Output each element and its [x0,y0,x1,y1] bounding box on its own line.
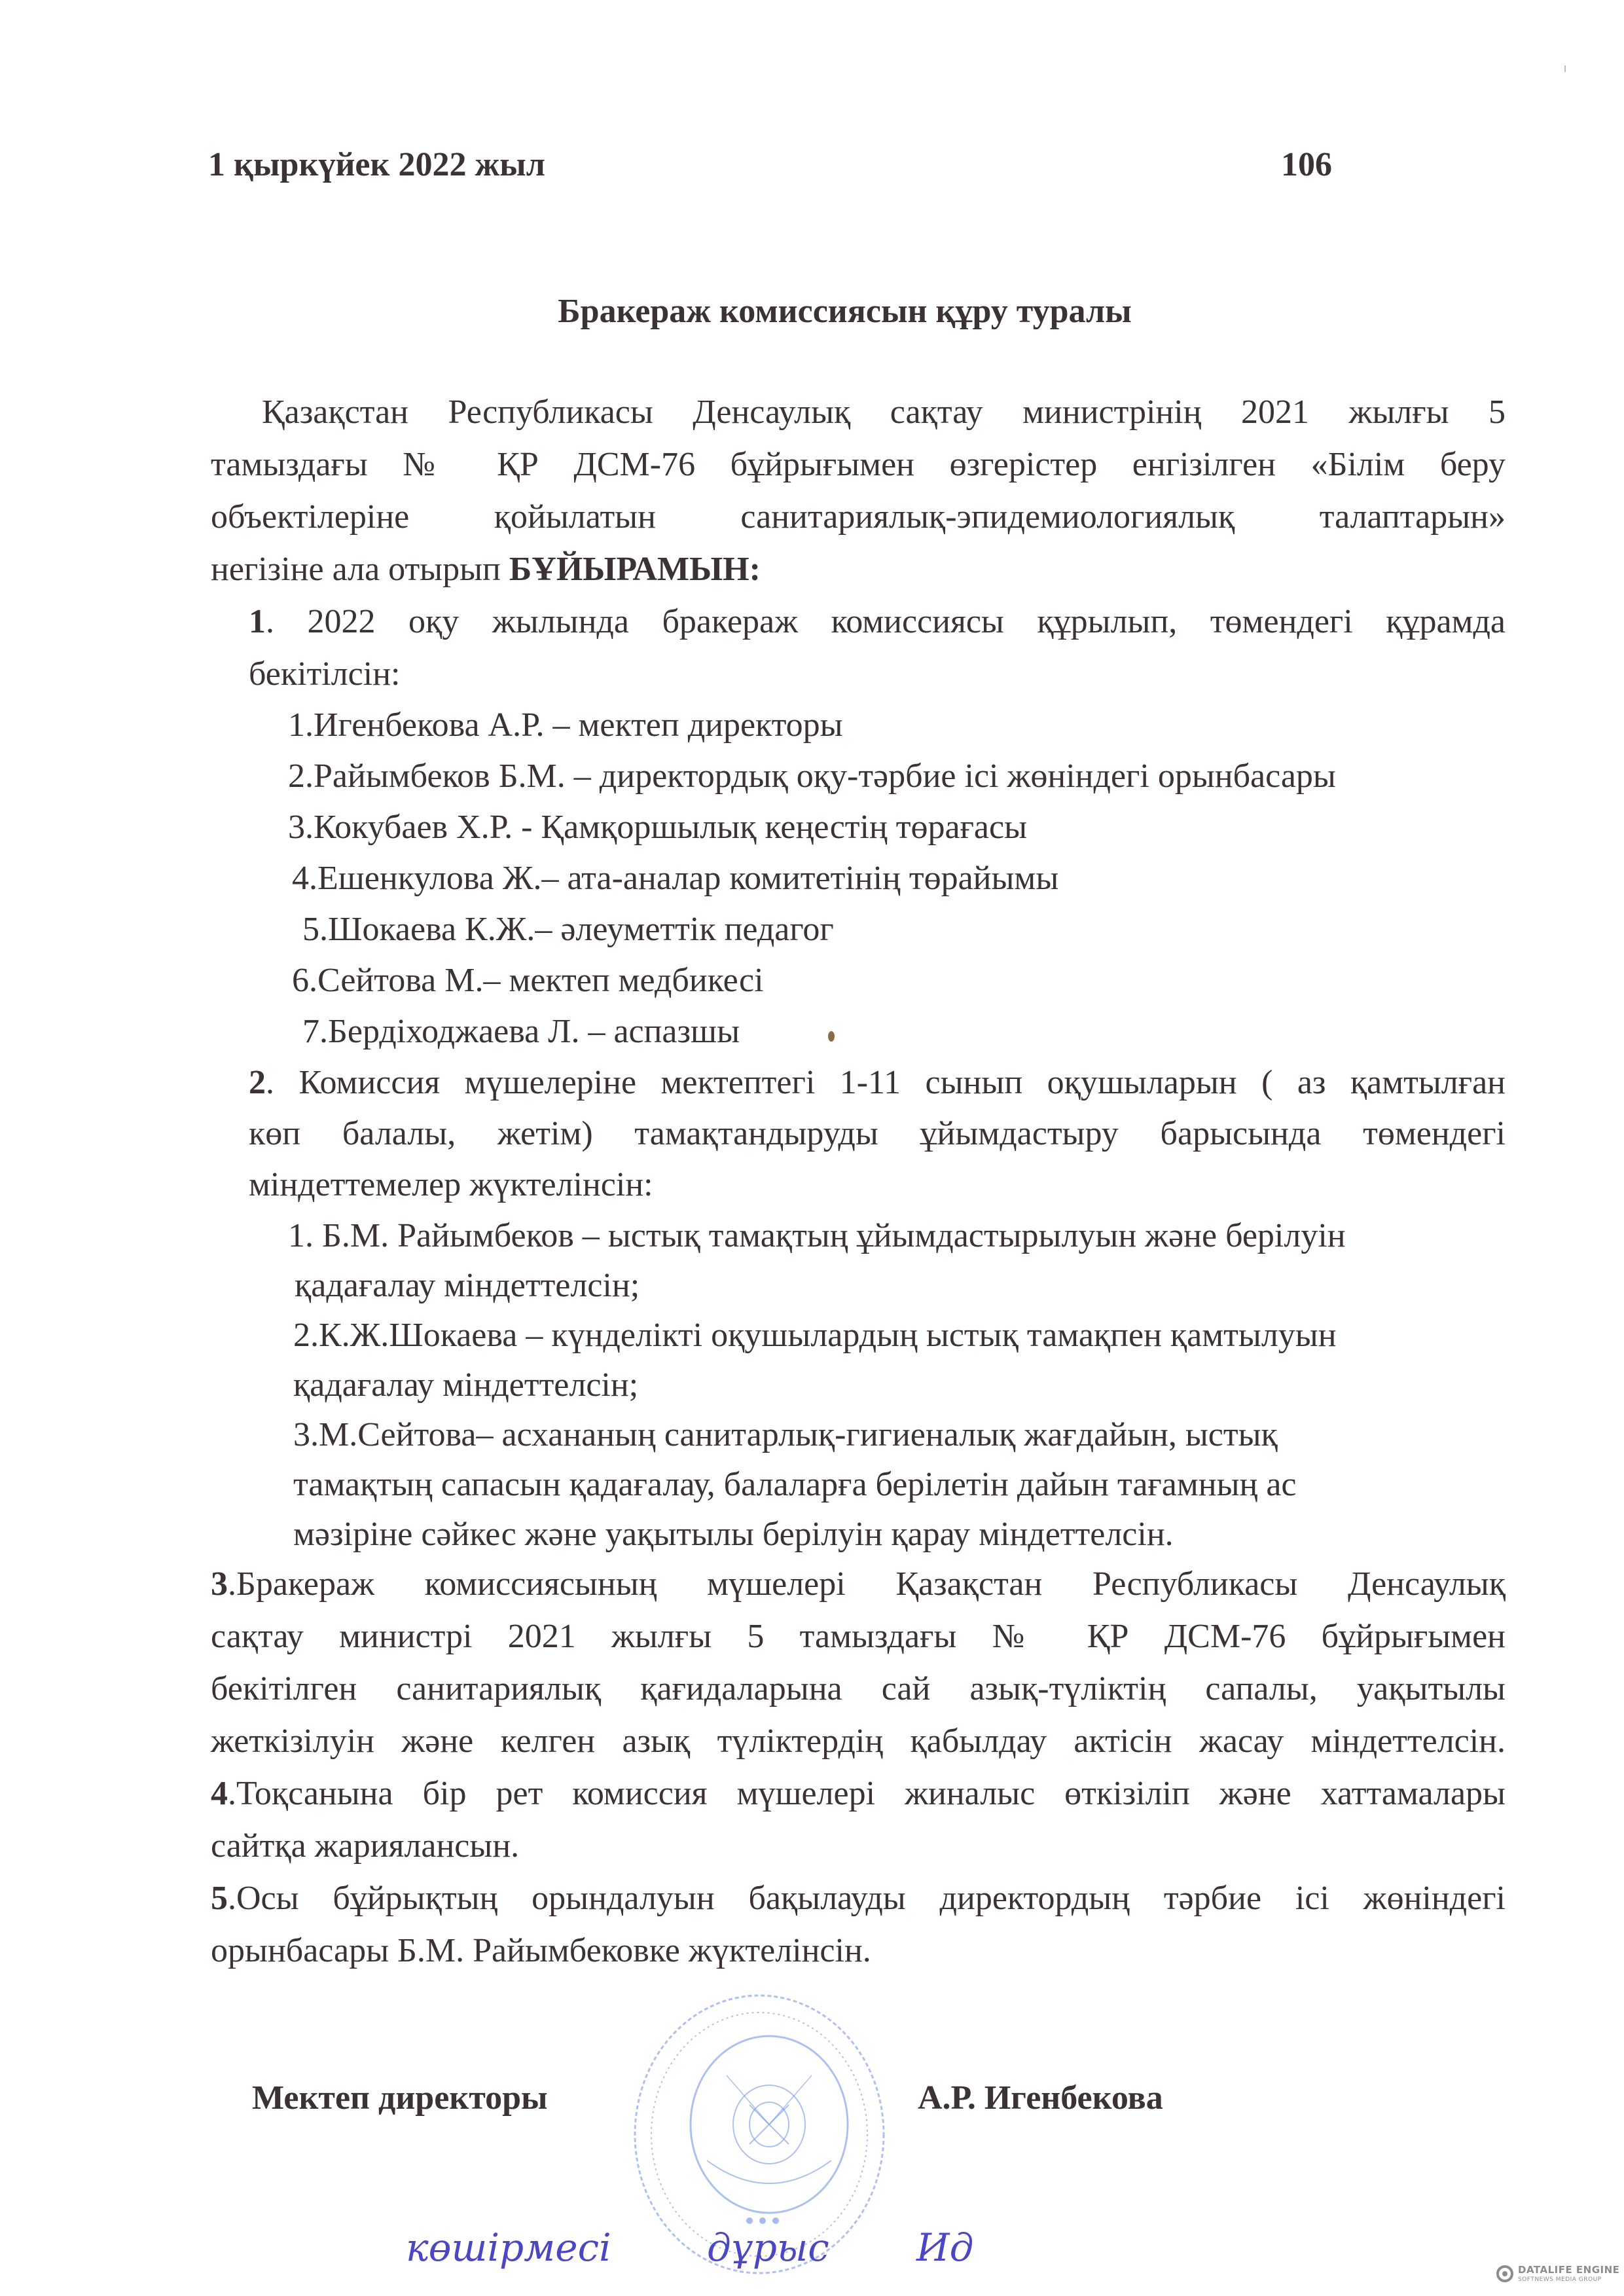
item1-line-1 [249,602,1506,642]
watermark [1496,2264,1619,2284]
duty-1-cont: қадағалау міндеттелсін; [295,1267,640,1304]
preamble-line-4 [211,550,761,589]
order-word: БҰЙЫРАМЫН: [509,551,761,588]
member-3: 3.Кокубаев Х.Р. - Қамқоршылық кеңестің төрағасы [288,809,1028,846]
watermark-title: DATALIFE ENGINE [1518,2264,1620,2276]
item3-line-1 [211,1565,1506,1604]
item-text: .Осы бұйрықтың орындалуын бақылауды директордың тәрбие ісі жөніндегі [228,1880,1506,1917]
preamble-line-1 [262,393,1506,432]
item2-line-1 [249,1063,1506,1102]
duty-3-end: мәзіріне сәйкес және уақытылы берілуін қарау міндеттелсін. [293,1516,1174,1553]
item-number: 5 [211,1880,228,1917]
item3-line-4 [211,1722,1506,1761]
order-date: 1 қыркүйек 2022 жыл [208,146,545,183]
datalife-logo-icon [1496,2265,1514,2283]
signatory-position: Мектеп директоры [252,2079,548,2117]
item-number: 1 [249,603,266,640]
duty-3: 3.М.Сейтова– асхананың санитарлық-гигиеналық жағдайын, ыстық [293,1416,1278,1453]
item5-line-1 [211,1879,1506,1918]
preamble-line-3 [211,498,1506,537]
item-text: бекітілген санитариялық қағидаларына сай азық-түліктің сапалы, уақытылы [211,1670,1506,1707]
document-title: Бракераж комиссиясын құру туралы [558,293,1132,330]
preamble-line-2 [211,445,1506,484]
duty-1: 1. Б.М. Райымбеков – ыстық тамақтың ұйымдастырылуын және берілуін [288,1217,1346,1254]
item-number: 3 [211,1565,228,1603]
ink-spot [828,1031,835,1042]
member-1: 1.Игенбекова А.Р. – мектеп директоры [288,706,843,744]
item3-line-2 [211,1617,1506,1656]
item4-line-2: сайтқа жариялансын. [211,1827,520,1865]
item-text: көп балалы, жетім) тамақтандыруды ұйымдастыру барысында төмендегі [249,1115,1506,1152]
member-7: 7.Бердіходжаева Л. – аспазшы [302,1013,740,1050]
order-number: 106 [1281,146,1332,183]
scan-artifact [1564,65,1566,72]
item-text: . Комиссия мүшелеріне мектептегі 1-11 сынып оқушыларын ( аз қамтылған [266,1064,1506,1101]
duty-2-cont: қадағалау міндеттелсін; [293,1366,639,1404]
watermark-subtitle: SOFTNEWS MEDIA GROUP [1518,2276,1602,2283]
signatory-name: А.Р. Игенбекова [918,2079,1163,2117]
member-5: 5.Шокаева К.Ж.– әлеуметтік педагог [302,911,834,948]
handwritten-word: дұрыс [707,2225,829,2270]
item-text: жеткізілуін және келген азық түліктердің қабылдау актісін жасау міндеттелсін. [211,1722,1506,1760]
member-6: 6.Сейтова М.– мектеп медбикесі [292,962,764,999]
preamble-text: объектілеріне қойылатын санитариялық-эпидемиологиялық талаптарын» [211,498,1506,536]
item4-line-1 [211,1774,1506,1813]
item2-line-3: міндеттемелер жүктелінсін: [249,1166,653,1203]
item1-line-2: бекітілсін: [249,655,401,693]
item5-line-2: орынбасары Б.М. Райымбековке жүктелінсін. [211,1932,871,1969]
item-text: .Бракераж комиссиясының мүшелері Қазақстан Республикасы Денсаулық [228,1565,1506,1603]
item-text: сақтау министрі 2021 жылғы 5 тамыздағы № ҚР ДСМ-76 бұйрығымен [211,1618,1506,1655]
item-number: 4 [211,1775,228,1812]
member-2: 2.Райымбеков Б.М. – директордық оқу-тәрбие ісі жөніндегі орынбасары [288,757,1336,795]
preamble-text: негізіне ала отырып [211,551,509,588]
member-4: 4.Ешенкулова Ж.– ата-аналар комитетінің төрайымы [292,860,1059,897]
item3-line-3 [211,1669,1506,1709]
preamble-text: Қазақстан Республикасы Денсаулық сақтау министрінің 2021 жылғы 5 [262,393,1506,431]
item-number: 2 [249,1064,266,1101]
handwritten-word: көшірмесі [406,2225,611,2270]
item2-line-2 [249,1114,1506,1154]
preamble-text: тамыздағы № ҚР ДСМ-76 бұйрығымен өзгерістер енгізілген «Білім беру [211,446,1506,483]
item-text: . 2022 оқу жылында бракераж комиссиясы құрылып, төмендегі құрамда [266,603,1506,640]
duty-3-cont: тамақтың сапасын қадағалау, балаларға берілетін дайын тағамның ас [293,1466,1297,1503]
item-text: .Тоқсанына бір рет комиссия мүшелері жиналыс өткізіліп және хаттамалары [228,1775,1506,1812]
duty-2: 2.К.Ж.Шокаева – күнделікті оқушылардың ыстық тамақпен қамтылуын [293,1317,1337,1354]
handwritten-initials: Ид [916,2225,974,2270]
